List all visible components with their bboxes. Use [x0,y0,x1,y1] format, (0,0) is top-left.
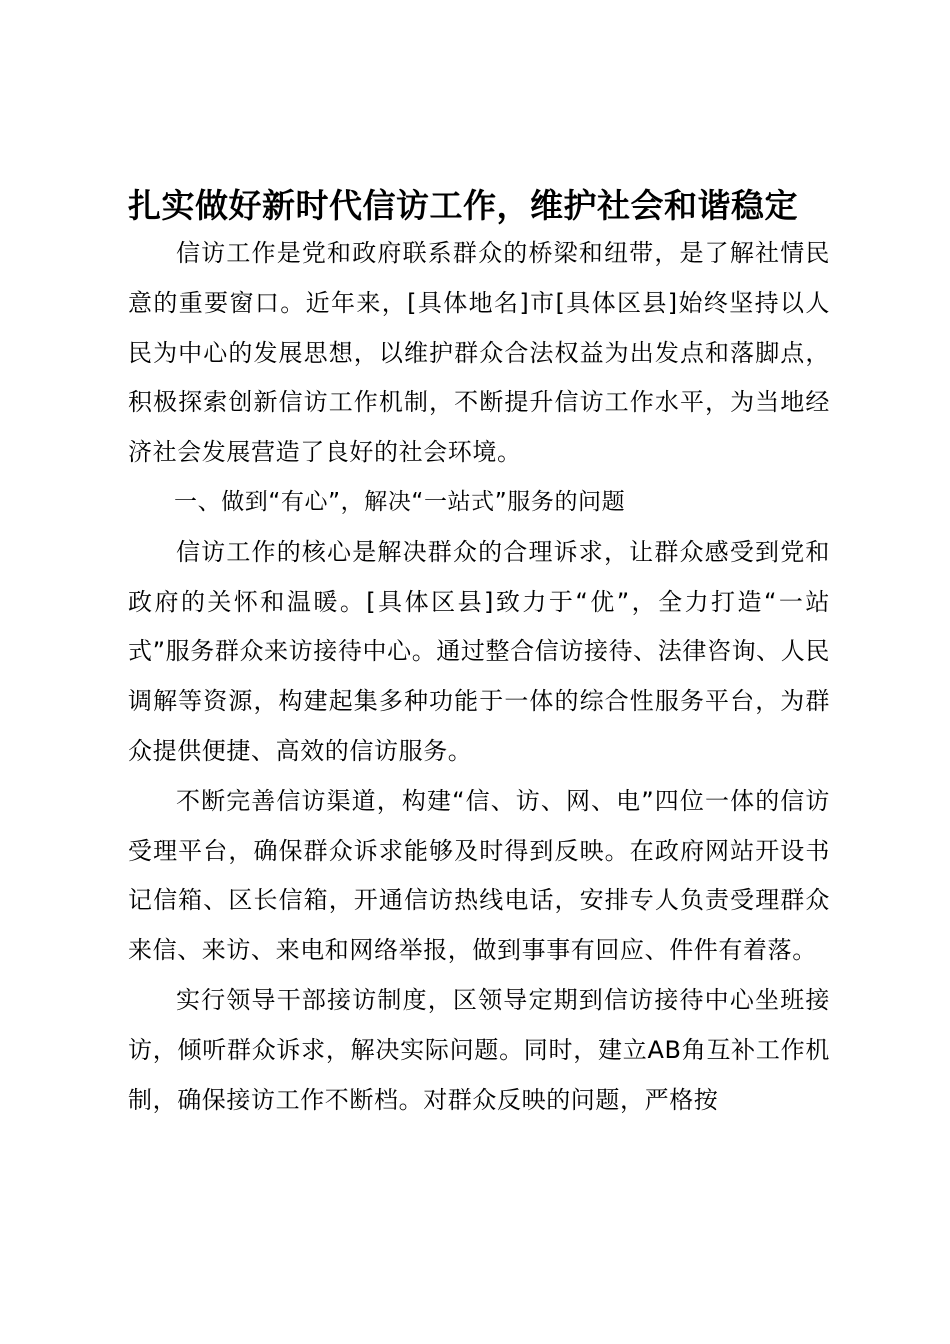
document-title: 扎实做好新时代信访工作，维护社会和谐稳定 [128,186,798,225]
paragraph-leader-reception: 实行领导干部接访制度，区领导定期到信访接待中心坐班接访，倾听群众诉求，解决实际问题。同时，建立AB角互补工作机制，确保接访工作不断档。对群众反映的问题，严格按 [128,985,830,1114]
document-body [128,229,830,1125]
section-heading-1: 一、做到“有心”，解决“一站式”服务的问题 [174,488,626,515]
paragraph-intro: 信访工作是党和政府联系群众的桥梁和纽带，是了解社情民意的重要窗口。近年来，[具体地名]市[具体区县]始终坚持以人民为中心的发展思想，以维护群众合法权益为出发点和落脚点，积极探索创新信访工作机制，不断提升信访工作水平，为当地经济社会发展营造了良好的社会环境。 [128,239,830,467]
paragraph-one-stop-service: 信访工作的核心是解决群众的合理诉求，让群众感受到党和政府的关怀和温暖。[具体区县]致力于“优”，全力打造“一站式”服务群众来访接待中心。通过整合信访接待、法律咨询、人民调解等资源，构建起集多种功能于一体的综合性服务平台，为群众提供便捷、高效的信访服务。 [128,537,830,765]
paragraph-petition-channels: 不断完善信访渠道，构建“信、访、网、电”四位一体的信访受理平台，确保群众诉求能够及时得到反映。在政府网站开设书记信箱、区长信箱，开通信访热线电话，安排专人负责受理群众来信、来访、来电和网络举报，做到事事有回应、件件有着落。 [128,786,830,965]
